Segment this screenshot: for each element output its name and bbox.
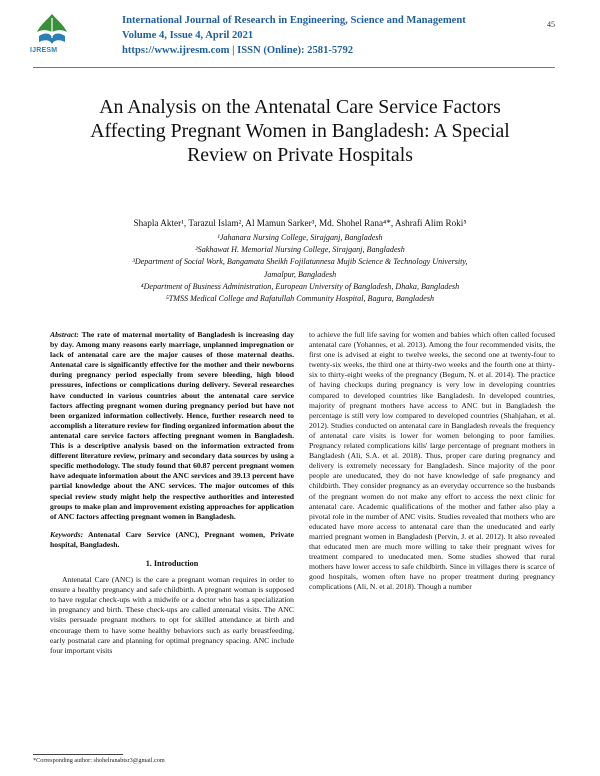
keywords-text: Antenatal Care Service (ANC), Pregnant women, Private hospital, Bangladesh. (50, 529, 294, 549)
header-divider (33, 67, 555, 68)
left-column (50, 330, 294, 656)
journal-header (122, 13, 466, 58)
page-number: 45 (547, 20, 555, 29)
abstract-label: Abstract: (50, 330, 79, 339)
intro-paragraph: Antenatal Care (ANC) is the care a pregnant woman requires in order to ensure a healthy pregnancy and safe childbirth. A pregnant woman is supposed to have regular check-ups with a midwife or a doctor who has a specialization in pregnancy and birth. These check-ups are called antenatal visits. The ANC visits persuade pregnant mothers to opt for skilled attendance at birth and encourage them to have some healthy behaviors such as early breastfeeding, early postnatal care and planning for optimal pregnancy spacing. ANC include four important visits (50, 575, 294, 655)
corresponding-author-footnote: *Corresponding author: shohelranabtsr3@gmail.com (33, 757, 165, 764)
affiliation-list (40, 232, 560, 305)
author-list: Shapla Akter¹, Tarazul Islam², Al Mamun Sarker³, Md. Shohel Rana⁴*, Ashrafi Alim Roki⁵ (133, 218, 467, 228)
footnote-divider (33, 754, 123, 755)
introduction (50, 575, 294, 656)
paper-title: An Analysis on the Antenatal Care Service Factors Affecting Pregnant Women in Bangladesh: A Special Review on Private Hospitals (90, 96, 510, 166)
affiliation: ³Department of Social Work, Bangamata Sheikh Fojilatunnesa Mujib Science & Technology University, (132, 257, 468, 267)
affiliation: ⁵TMSS Medical College and Rafatullah Community Hospital, Bagura, Bangladesh (165, 294, 435, 304)
journal-volume: Volume 4, Issue 4, April 2021 (122, 30, 254, 41)
right-column (309, 330, 555, 592)
abstract (50, 330, 294, 522)
journal-logo-text: IJRESM (30, 47, 58, 54)
journal-logo-icon (33, 12, 71, 46)
journal-url-issn: https://www.ijresm.com | ISSN (Online): 2581-5792 (122, 45, 354, 56)
affiliation: Jamalpur, Bangladesh (263, 269, 337, 279)
abstract-text: The rate of maternal mortality of Bangladesh is increasing day by day. Among many reasons early marriage, unplanned impregnation or lack of antenatal care are the major causes of those maternal deaths. Antenatal care is significantly effective for the mother and their newborns during pregnancy period especially from severe bleeding, high blood pressures, infections or complications during delivery. Several researches have conducted in various countries about the antenatal care service factors affecting pregnant women during pregnancy period but have not been organized information collectively. Hence, further research need to accomplish a literature review for finding organized information about the antenatal care service factors affecting pregnant women in Bangladesh. This is a descriptive analysis based on the information extracted from different literature review, primary and secondary data sources by using a specific methodology. The study found that 60.87 percent pregnant women have adequate information about the ANC services and 39.13 percent have partial knowledge about the ANC services. The major outcomes of this special review study might help the respective authorities and interested groups to make plan and improvement existing approaches for application of ANC factors affecting pregnant women in Bangladesh. (50, 330, 294, 521)
affiliation: ¹Jahanara Nursing College, Sirajganj, Bangladesh (217, 233, 383, 242)
journal-name: International Journal of Research in Engineering, Science and Management (122, 15, 466, 26)
body-paragraph: to achieve the full life saving for women and babies which often called focused antenatal care (Yohannes, et al. 2013). Among the four recommended visits, the first one is advised at eight to twelve weeks, the second one at twenty-four to twenty-six weeks, the third one at thirty-two weeks and the fourth one at thirty-six to thirty-eight weeks of the pregnancy (Begum, N. et al. 2014). The practice of having checkups during pregnancy is very low in developing countries compared to developed countries like Bangladesh. In developed countries, majority of pregnant mothers have access to ANC but in Bangladesh the percentage is still very low compared to developed countries (Shahjahan, et al. 2012). Studies conducted on antenatal care in Bangladesh reveals the frequency of antenatal care visits is lower for women belonging to poor families. Pregnancy related complications kills' large percentage of pregnant mothers in Bangladesh (Ali, S.A. et al. 2018). Thus, proper care during pregnancy and delivery is extremely necessary for Bangladesh. Since majority of the poor people are uneducated, they do not have knowledge of safe pregnancy and childbirth. They consider pregnancy as an everyday occurrence so the husbands of the pregnant women do not make any effort to access the next clinic for antenatal care. Academic qualifications of the mother and father also play a pivotal role in the number of ANC visits. Studies revealed that mothers who are educated have more access to antenatal care than the uneducated and early married pregnant women in Bangladesh (Pervin, J. et al. 2012). It also revealed that educated men are much more willing to take their pregnant wives for treatment compared to uneducated men. Some studies showed that rural mothers have lower access to safe childbirth. Since in villages there is scarce of good hospitals, women often have no proper treatment during pregnancy complications (Ali, N. et al. 2018). Though a number (309, 330, 555, 592)
keywords (50, 530, 294, 550)
section-heading: 1. Introduction (145, 558, 199, 568)
affiliation: ²Sakhawat H. Memorial Nursing College, Sirajganj, Bangladesh (195, 245, 405, 255)
affiliation: ⁴Department of Business Administration, European University of Bangladesh, Dhaka, Bangladesh (140, 281, 460, 291)
keywords-label: Keywords: (50, 529, 84, 539)
